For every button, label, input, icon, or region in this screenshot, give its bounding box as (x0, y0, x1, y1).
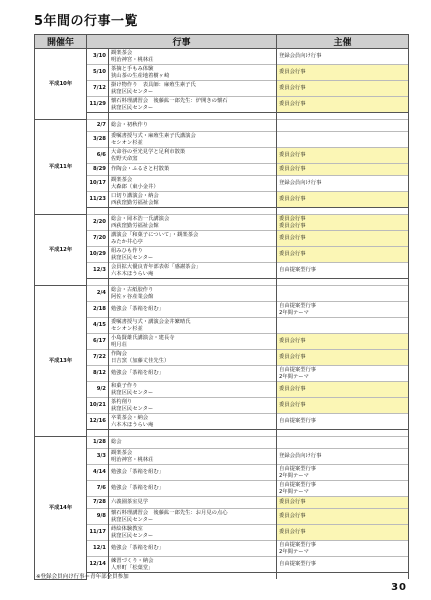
event-cell (109, 164, 277, 176)
organizer-line: 委員会行事 (279, 251, 306, 258)
event-cell (109, 366, 277, 382)
date-cell: 12/3 (87, 263, 109, 279)
organizer-cell (277, 148, 409, 164)
organizer-line: 2年間テーマ (279, 373, 309, 380)
organizer-cell (277, 465, 409, 481)
event-cell (109, 247, 277, 263)
organizer-cell (277, 525, 409, 541)
table-row (35, 132, 409, 148)
event-line: 卒業茶会・納会 (111, 415, 149, 422)
table-row (35, 318, 409, 334)
table-row (35, 120, 409, 132)
blank-cell (277, 279, 409, 286)
year-separator-row (35, 113, 409, 120)
blank-cell (109, 279, 277, 286)
organizer-cell (277, 81, 409, 97)
table-row (35, 164, 409, 176)
organizer-cell (277, 215, 409, 231)
event-table (34, 34, 409, 580)
event-cell (109, 120, 277, 132)
table-row (35, 541, 409, 557)
event-line: 荻窪区民センター (111, 516, 154, 523)
organizer-line: 2年間テーマ (279, 488, 309, 495)
event-cell (109, 132, 277, 148)
event-cell (109, 497, 277, 509)
event-line: 阿佐ヶ谷産業会館 (111, 293, 154, 300)
table-row (35, 302, 409, 318)
blank-cell (277, 208, 409, 215)
table-row (35, 65, 409, 81)
event-line: 勉強会「茶箱を組む」 (111, 485, 164, 492)
event-line: 六本木ほうらい庵 (111, 270, 154, 277)
event-line: 総会・岡本浩一氏講演会 (111, 216, 170, 223)
year-separator-row (35, 279, 409, 286)
blank-cell (87, 208, 109, 215)
event-line: 観楽茶会 (111, 50, 133, 57)
year-cell: 平成13年 (35, 286, 87, 437)
year-cell: 平成12年 (35, 215, 87, 286)
event-cell (109, 541, 277, 557)
event-line: 日吉窯（加藤丈佳先生） (111, 357, 170, 364)
date-cell: 4/15 (87, 318, 109, 334)
organizer-cell (277, 318, 409, 334)
date-cell: 7/20 (87, 231, 109, 247)
event-line: みたか井心亭 (111, 238, 143, 245)
date-cell: 10/29 (87, 247, 109, 263)
table-row (35, 398, 409, 414)
event-line: 西荻窪勤労福祉会館 (111, 222, 159, 229)
event-line: 六義園茶室見学 (111, 499, 149, 506)
event-line: 荻窪区民センター (111, 254, 154, 261)
event-cell (109, 263, 277, 279)
organizer-line: 委員会行事 (279, 354, 306, 361)
event-line: 組みひも作り (111, 248, 143, 255)
date-cell: 3/3 (87, 449, 109, 465)
event-line: 委嘱書授与式・麻殖生素子氏講演会 (111, 133, 196, 140)
date-cell: 12/14 (87, 557, 109, 573)
event-cell (109, 350, 277, 366)
table-row (35, 176, 409, 192)
organizer-cell (277, 334, 409, 350)
year-cell: 平成10年 (35, 49, 87, 120)
table-row (35, 481, 409, 497)
event-cell (109, 465, 277, 481)
table-row (35, 382, 409, 398)
event-cell (109, 148, 277, 164)
event-line: 観楽茶会 (111, 450, 133, 457)
event-line: 荻窪区民センター (111, 104, 154, 111)
event-line: 口切り講演会・納会 (111, 193, 159, 200)
event-cell (109, 437, 277, 449)
organizer-line: 自由提案型行事 (279, 482, 317, 489)
organizer-line: 委員会行事 (279, 222, 306, 229)
event-cell (109, 318, 277, 334)
table-row (35, 497, 409, 509)
event-cell (109, 176, 277, 192)
event-cell (109, 97, 277, 113)
date-cell: 2/20 (87, 215, 109, 231)
page-title: 5年間の行事一覧 (34, 14, 139, 29)
date-cell: 11/29 (87, 97, 109, 113)
table-row (35, 81, 409, 97)
event-line: セシオン杉並 (111, 139, 143, 146)
blank-cell (277, 430, 409, 437)
date-cell: 8/12 (87, 366, 109, 382)
organizer-line: 委員会行事 (279, 499, 306, 506)
organizer-cell (277, 302, 409, 318)
event-cell (109, 414, 277, 430)
footnote: ※登録会員向け行事＝青年部全員参加 (36, 574, 129, 580)
organizer-line: 登録会員向け行事 (279, 180, 322, 187)
blank-cell (277, 573, 409, 580)
organizer-line: 自由提案型行事 (279, 561, 317, 568)
organizer-line: 委員会行事 (279, 338, 306, 345)
table-row (35, 449, 409, 465)
table-row (35, 286, 409, 302)
event-line: 六本木ほうらい庵 (111, 421, 154, 428)
organizer-cell (277, 557, 409, 573)
organizer-line: 委員会行事 (279, 152, 306, 159)
organizer-line: 委員会行事 (279, 513, 306, 520)
table-row (35, 247, 409, 263)
date-cell: 2/4 (87, 286, 109, 302)
event-line: 作陶会・ふるさと村散策 (111, 166, 170, 173)
table-row (35, 231, 409, 247)
organizer-line: 委員会行事 (279, 216, 306, 223)
event-line: セシオン杉並 (111, 325, 143, 332)
date-cell: 6/6 (87, 148, 109, 164)
blank-cell (277, 113, 409, 120)
event-line: 大命谷の至光見学と足利市散策 (111, 149, 186, 156)
event-line: 総会 (111, 439, 122, 446)
table-row (35, 49, 409, 65)
event-line: 総会・古紙胶作り (111, 287, 154, 294)
event-cell (109, 398, 277, 414)
organizer-line: 2年間テーマ (279, 472, 309, 479)
table-row (35, 366, 409, 382)
date-cell: 7/6 (87, 481, 109, 497)
header-year: 開催年 (35, 35, 87, 49)
year-separator-row (35, 208, 409, 215)
date-cell: 7/28 (87, 497, 109, 509)
event-cell (109, 509, 277, 525)
event-line: 懐石料理講習会 後藤紘一郎先生：お月見の点心 (111, 510, 228, 517)
year-separator-row (35, 430, 409, 437)
blank-cell (109, 113, 277, 120)
organizer-cell (277, 263, 409, 279)
organizer-cell (277, 382, 409, 398)
date-cell: 6/17 (87, 334, 109, 350)
event-line: 荻窪区民センター (111, 88, 154, 95)
organizer-cell (277, 192, 409, 208)
organizer-line: 2年間テーマ (279, 548, 309, 555)
event-cell (109, 382, 277, 398)
table-row (35, 97, 409, 113)
event-line: 勉強会「茶箱を組む」 (111, 469, 164, 476)
organizer-cell (277, 509, 409, 525)
event-line: 講演会「和菓子について」・観楽茶会 (111, 232, 199, 239)
date-cell: 4/14 (87, 465, 109, 481)
event-cell (109, 81, 277, 97)
year-cell: 平成14年 (35, 437, 87, 580)
blank-cell (109, 208, 277, 215)
organizer-cell (277, 449, 409, 465)
table-row (35, 215, 409, 231)
date-cell: 3/10 (87, 49, 109, 65)
blank-cell (87, 113, 109, 120)
organizer-cell (277, 231, 409, 247)
event-line: 大森郎（東小金井） (111, 183, 159, 190)
event-line: 荻窪区民センター (111, 405, 154, 412)
event-cell (109, 192, 277, 208)
organizer-line: 委員会行事 (279, 196, 306, 203)
event-cell (109, 65, 277, 81)
date-cell: 12/16 (87, 414, 109, 430)
event-cell (109, 449, 277, 465)
organizer-line: 登録会員向け行事 (279, 53, 322, 60)
event-cell (109, 525, 277, 541)
organizer-line: 自由提案型行事 (279, 367, 317, 374)
event-line: 明治神宮・桃林荘 (111, 56, 154, 63)
event-line: 勉強会「茶箱を組む」 (111, 306, 164, 313)
date-cell: 3/28 (87, 132, 109, 148)
event-line: 狭山茶の生産地着樹ヶ崎 (111, 72, 170, 79)
table-row (35, 465, 409, 481)
event-cell (109, 49, 277, 65)
organizer-line: 自由提案型行事 (279, 542, 317, 549)
table-row (35, 192, 409, 208)
date-cell: 11/17 (87, 525, 109, 541)
date-cell: 12/1 (87, 541, 109, 557)
organizer-cell (277, 65, 409, 81)
table-row (35, 414, 409, 430)
date-cell: 7/22 (87, 350, 109, 366)
date-cell: 2/7 (87, 120, 109, 132)
event-line: 佐野天命窯 (111, 155, 138, 162)
date-cell: 9/2 (87, 382, 109, 398)
table-row (35, 263, 409, 279)
organizer-line: 2年間テーマ (279, 309, 309, 316)
table-row (35, 525, 409, 541)
table-row (35, 437, 409, 449)
event-line: 会員拡大優良青年部表彰「感謝茶会」 (111, 264, 202, 271)
table-row (35, 557, 409, 573)
organizer-cell (277, 286, 409, 302)
date-cell: 5/10 (87, 65, 109, 81)
table-body (35, 49, 409, 580)
event-line: 委嘱書授与式・講演会金井繁晴氏 (111, 319, 191, 326)
event-line: 練習づくり・納会 (111, 558, 154, 565)
date-cell: 11/23 (87, 192, 109, 208)
blank-cell (109, 430, 277, 437)
blank-cell (109, 573, 277, 580)
organizer-cell (277, 176, 409, 192)
event-cell (109, 481, 277, 497)
event-cell (109, 557, 277, 573)
event-cell (109, 286, 277, 302)
blank-cell (87, 430, 109, 437)
date-cell: 8/29 (87, 164, 109, 176)
event-line: 茶杓削り (111, 399, 133, 406)
header-event: 行事 (87, 35, 277, 49)
organizer-line: 委員会行事 (279, 235, 306, 242)
event-line: 総会・初秋作り (111, 122, 149, 129)
event-line: 茶摘と手もみ体験 (111, 66, 154, 73)
event-line: 作陶会 (111, 351, 127, 358)
organizer-line: 委員会行事 (279, 529, 306, 536)
organizer-cell (277, 398, 409, 414)
event-line: 明月荘 (111, 341, 127, 348)
organizer-cell (277, 481, 409, 497)
organizer-cell (277, 541, 409, 557)
organizer-line: 自由提案型行事 (279, 418, 317, 425)
event-cell (109, 302, 277, 318)
organizer-line: 委員会行事 (279, 101, 306, 108)
organizer-cell (277, 437, 409, 449)
organizer-line: 自由提案型行事 (279, 466, 317, 473)
organizer-cell (277, 120, 409, 132)
event-line: 蒔絵体験教室 (111, 526, 143, 533)
table-header-row (35, 35, 409, 49)
table-row (35, 148, 409, 164)
header-org: 主催 (277, 35, 409, 49)
event-line: 勉強会「茶箱を組む」 (111, 545, 164, 552)
year-cell: 平成11年 (35, 120, 87, 215)
date-cell: 10/17 (87, 176, 109, 192)
event-line: 荻窪区民センター (111, 389, 154, 396)
table-row (35, 509, 409, 525)
organizer-cell (277, 164, 409, 176)
organizer-line: 自由提案型行事 (279, 267, 317, 274)
organizer-cell (277, 366, 409, 382)
date-cell: 10/21 (87, 398, 109, 414)
organizer-cell (277, 350, 409, 366)
date-cell: 1/28 (87, 437, 109, 449)
date-cell: 7/12 (87, 81, 109, 97)
event-line: 掛け物作り 表具師：麻殖生素子氏 (111, 82, 196, 89)
organizer-line: 委員会行事 (279, 166, 306, 173)
event-line: 観楽茶会 (111, 177, 133, 184)
table-row (35, 334, 409, 350)
organizer-line: 自由提案型行事 (279, 303, 317, 310)
date-cell: 2/18 (87, 302, 109, 318)
organizer-cell (277, 414, 409, 430)
organizer-line: 委員会行事 (279, 69, 306, 76)
organizer-cell (277, 132, 409, 148)
event-line: 西荻窪勤労福祉会館 (111, 199, 159, 206)
event-line: 荻窪区民センター (111, 532, 154, 539)
date-cell: 9/8 (87, 509, 109, 525)
organizer-cell (277, 97, 409, 113)
organizer-line: 委員会行事 (279, 85, 306, 92)
event-line: 勉強会「茶箱を組む」 (111, 370, 164, 377)
organizer-line: 委員会行事 (279, 402, 306, 409)
table-row (35, 350, 409, 366)
event-line: 明治神宮・桃林荘 (111, 456, 154, 463)
organizer-line: 委員会行事 (279, 386, 306, 393)
event-cell (109, 231, 277, 247)
blank-cell (87, 279, 109, 286)
event-cell (109, 334, 277, 350)
page-number: 30 (391, 582, 407, 593)
organizer-cell (277, 247, 409, 263)
event-line: 人形町「松葉堂」 (111, 564, 154, 571)
event-cell (109, 215, 277, 231)
event-line: 懐石料理講習会 後藤紘一郎先生：炉開きの懐石 (111, 98, 228, 105)
organizer-line: 登録会員向け行事 (279, 453, 322, 460)
organizer-cell (277, 497, 409, 509)
organizer-cell (277, 49, 409, 65)
event-line: 和菓子作り (111, 383, 138, 390)
event-line: 小島賢雄氏講演会・建長寺 (111, 335, 175, 342)
